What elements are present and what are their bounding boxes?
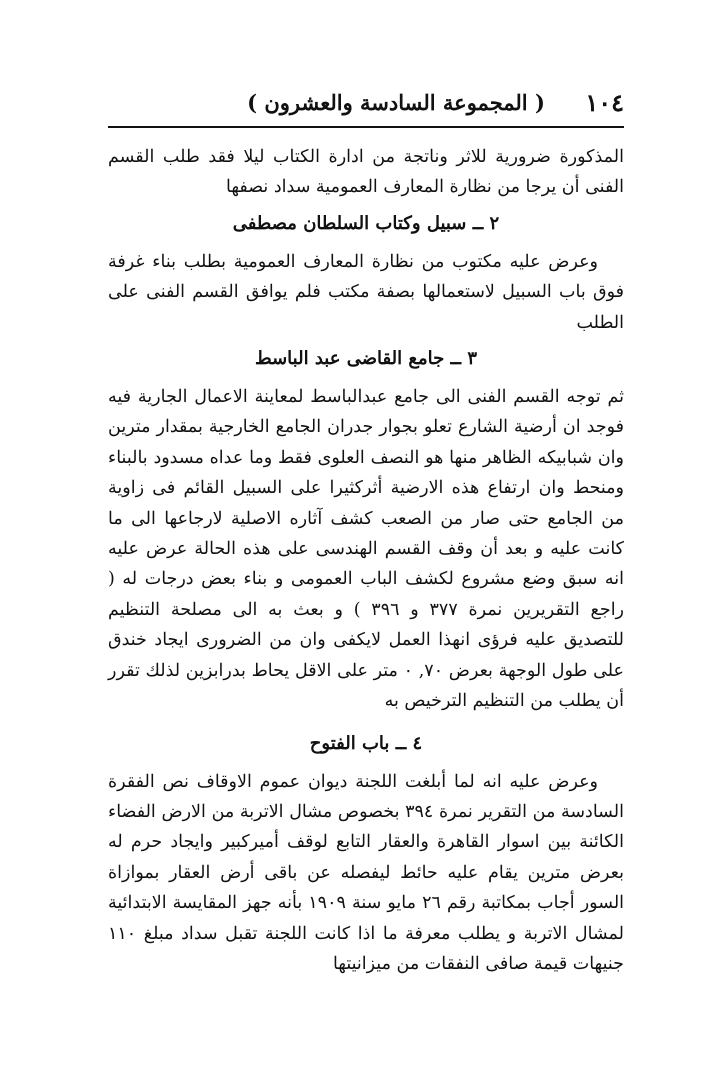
section-title: جامع القاضى عبد الباسط: [255, 348, 445, 370]
section-heading-2: [108, 205, 624, 243]
section-number: ٤: [412, 732, 423, 754]
section-heading-4: [108, 725, 624, 763]
paragraph-4: وعرض عليه انه لما أبلغت اللجنة ديوان عموم الاوقاف نص الفقرة السادسة من التقرير نمرة ٣٩٤ بخصوص مشال الاتربة من الارض الفضاء الكائنة بين اسوار القاهرة والعقار التابع لوقف أميركبير وايجاد حرم له بعرض مترين يقام عليه حائط ليفصله عن باقى أرض العقار بموازاة السور أجاب بمكاتبة رقم ٢٦ مايو سنة ١٩٠٩ بأنه جهز المقايسة الابتدائية لمشال الاتربة و يطلب معرفة ما اذا كانت اللجنة تقبل سداد مبلغ ١١٠ جنيهات قيمة صافى النفقات من ميزانيتها: [108, 771, 625, 974]
section-number: ٣: [467, 348, 477, 370]
section-dash: ــ: [395, 732, 407, 754]
section-title: سبيل وكتاب السلطان مصطفى: [232, 212, 467, 234]
section-heading-3: [108, 340, 624, 378]
section-number: ٢: [489, 212, 500, 234]
paragraph-1: المذكورة ضرورية للاثر وناتجة من ادارة الكتاب ليلا فقد طلب القسم الفنى أن يرجا من نظارة المعارف العمومية سداد نصفها: [108, 147, 624, 198]
section-dash: ــ: [472, 212, 484, 234]
page-number: ١٠٤: [585, 88, 624, 117]
spacer: [108, 717, 624, 723]
running-head: ( المجموعة السادسة والعشرون ): [247, 90, 545, 115]
header-rule: [108, 126, 624, 128]
paragraph-2: وعرض عليه مكتوب من نظارة المعارف العمومية بطلب بناء غرفة فوق باب السبيل لاستعمالها بصفة مكتب فلم يوافق القسم الفنى على الطلب: [108, 251, 624, 333]
page-header: [108, 86, 624, 120]
paragraph-3: ثم توجه القسم الفنى الى جامع عبدالباسط لمعاينة الاعمال الجارية فيه فوجد ان أرضية الشارع تعلو بجوار جدران الجامع الخارجية بمقدار مترين وان شبابيكه الظاهر منها هو النصف العلوى فقط وما عداه مسدود بالبناء ومنحط وان ارتفاع هذه الارضية أثركثيرا على السبيل القائم فى زاوية من الجامع حتى صار من الصعب كشف آثاره الاصلية لارجاعها الى ما كانت عليه و بعد أن وقف القسم الهندسى على هذه الحالة عرض عليه انه سبق وضع مشروع لكشف الباب العمومى و بناء بعض درجات له ( راجع التقريرين نمرة ٣٧٧ و ٣٩٦ ) و بعث به الى مصلحة التنظيم للتصديق عليه فرؤى انهذا العمل لايكفى وان من الضرورى ايجاد خندق على طول الوجهة بعرض ٧٠, ٠ متر على الاقل يحاط بدرابزين لذلك تقرر أن يطلب من التنظيم الترخيص به: [108, 387, 625, 712]
body-text: [108, 142, 624, 979]
section-dash: ــ: [450, 348, 462, 370]
section-title: باب الفتوح: [309, 732, 390, 754]
